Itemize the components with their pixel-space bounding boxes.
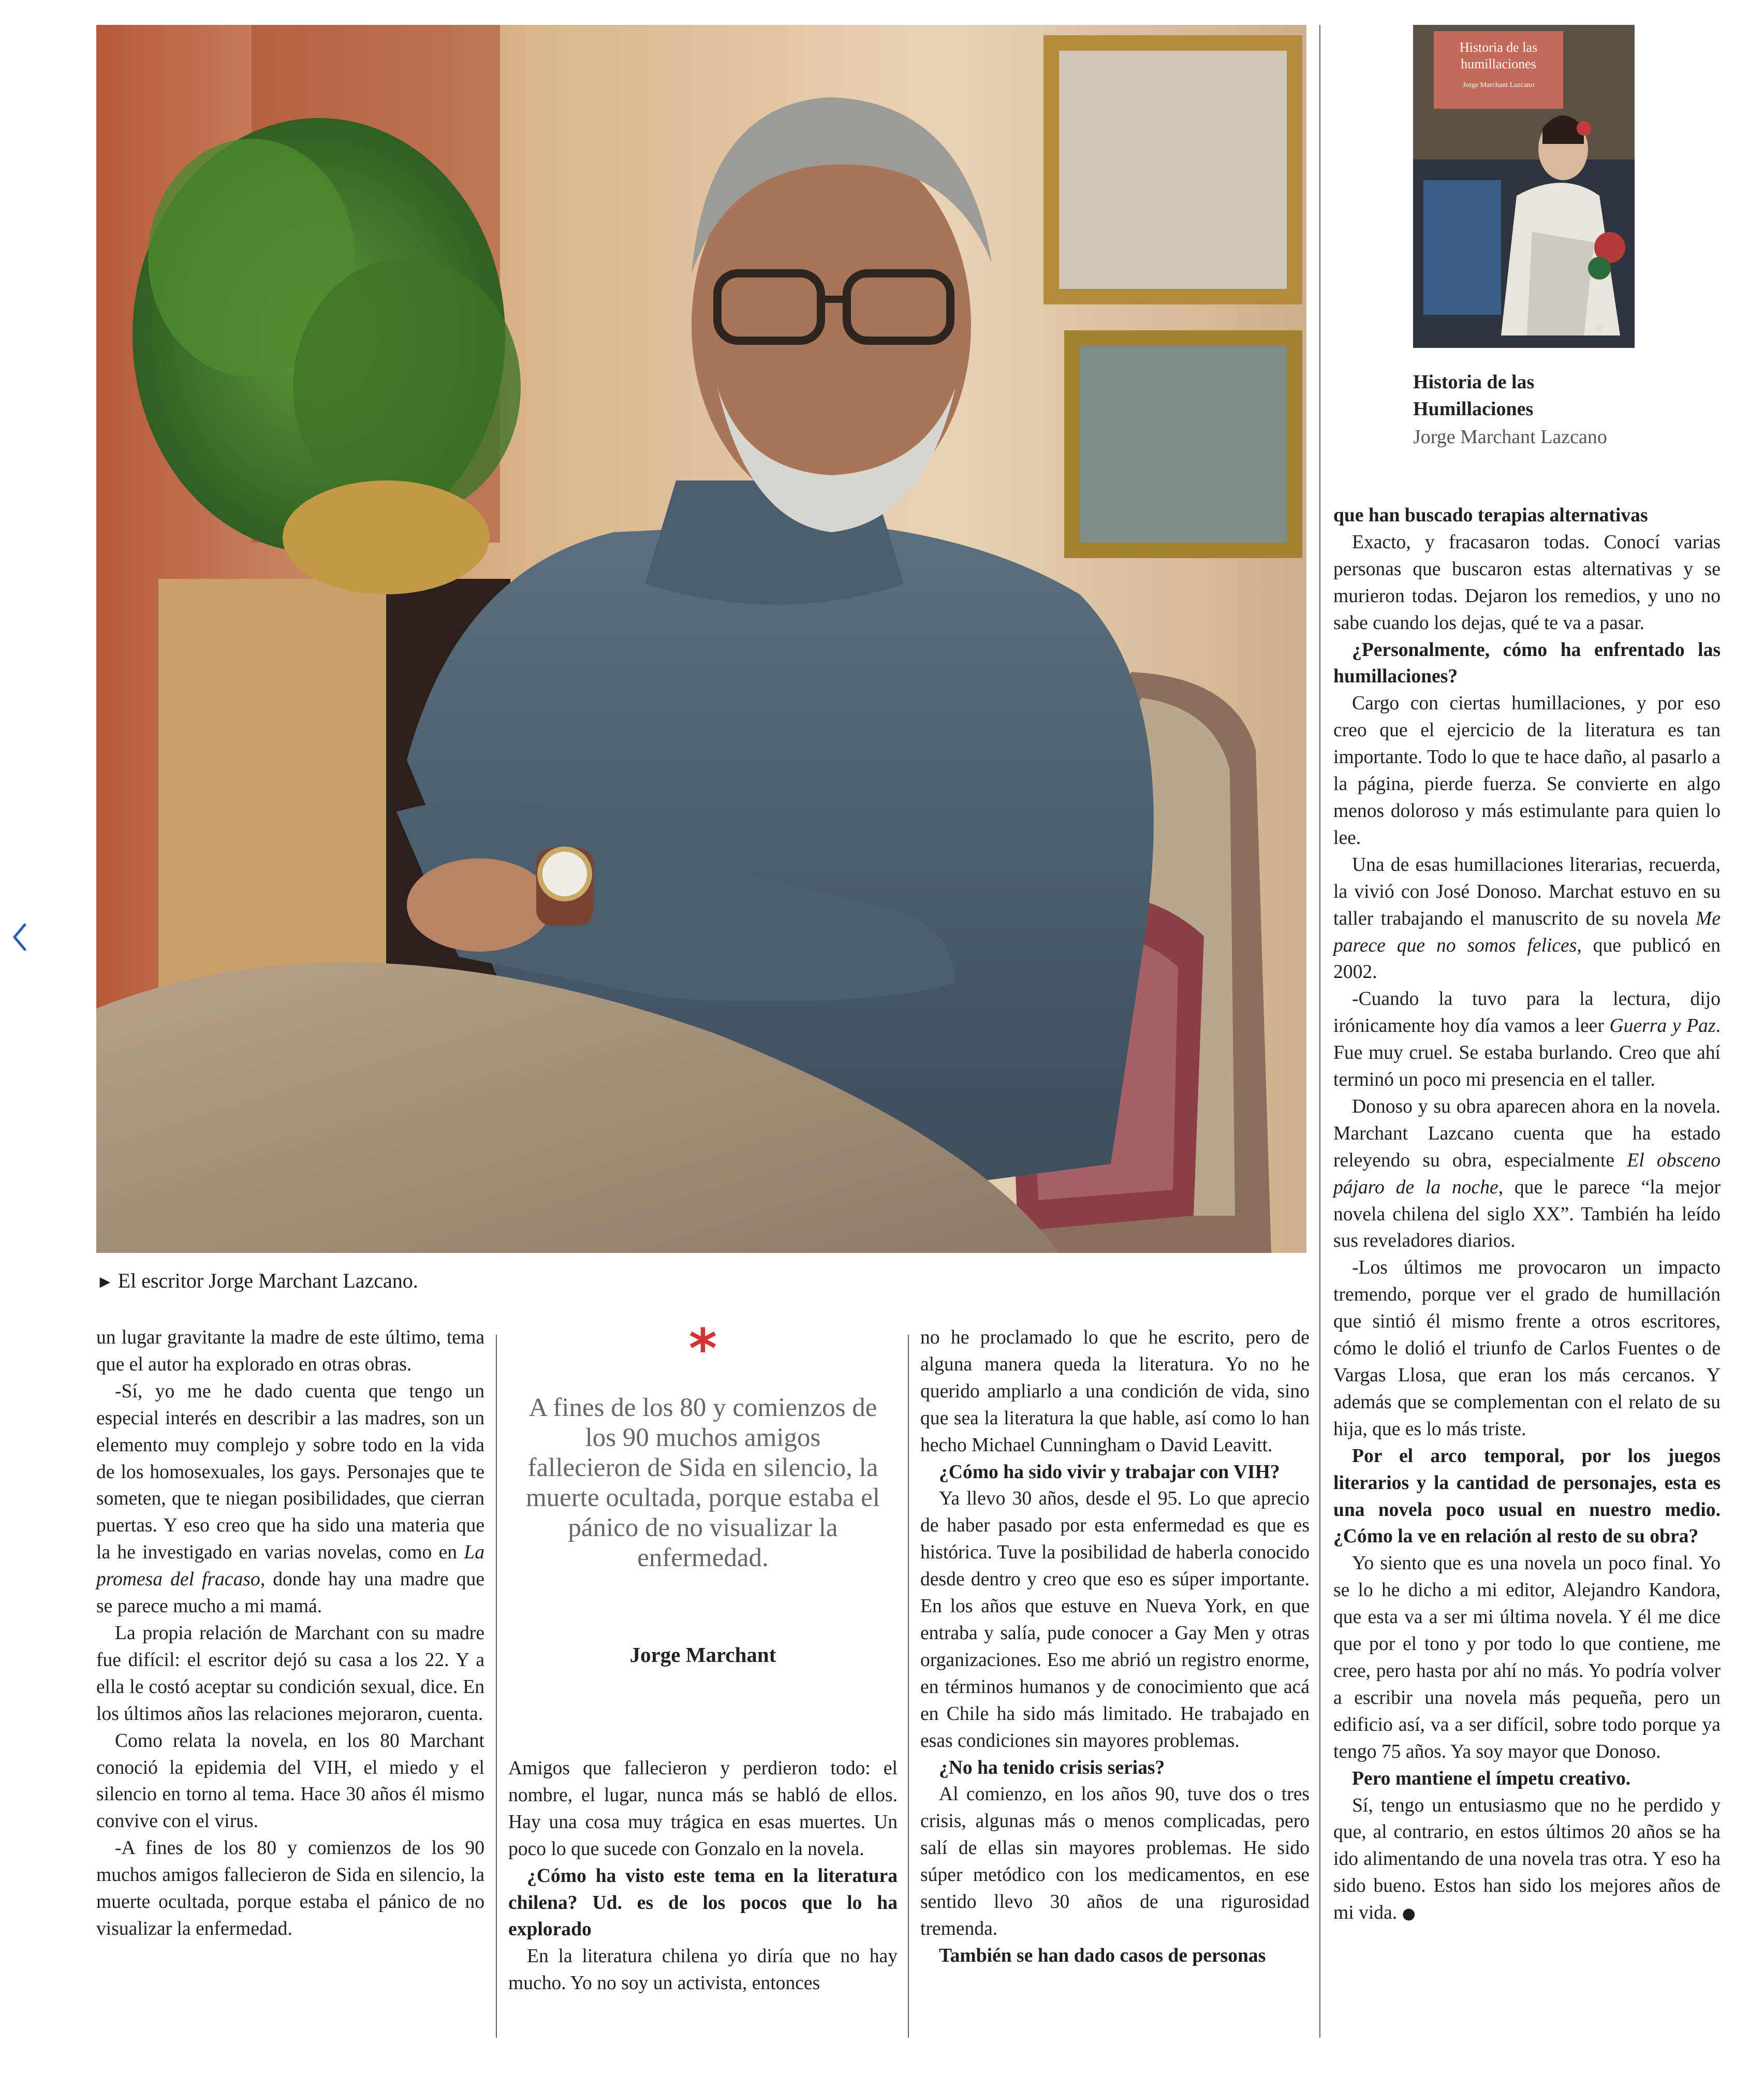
book-title-ref: El obsceno pájaro de la noche: [1333, 1149, 1721, 1198]
previous-page-button[interactable]: [9, 921, 30, 954]
interview-question: También se han dado casos de personas: [939, 1945, 1266, 1966]
book-title-ref: La promesa del fracaso: [96, 1542, 484, 1590]
paragraph: -A fines de los 80 y comienzos de los 90 muchos amigos fallecieron de Sida en silencio, la muerte ocultada, porque estaba el pánico de no visualizar la enfermedad.: [96, 1837, 484, 1939]
author-photo: [96, 25, 1306, 1253]
paragraph: En la literatura chilena yo diría que no hay mucho. Yo no soy un activista, entonces: [508, 1946, 898, 1994]
paragraph: Sí, tengo un entusiasmo que no he perdido y que, al contrario, en estos últimos 20 años se ha ido alimentando de una novela tras otra. Y eso ha sido bueno. Estos han sido los mejores años de mi vida. ●: [1333, 1794, 1721, 1924]
paragraph: Donoso y su obra aparecen ahora en la novela. Marchant Lazcano cuenta que ha estado releyendo su obra, especialmente El obsceno pájaro de la noche, que le parece “la mejor novela chilena del siglo XX”. También ha leído sus reveladores diarios.: [1333, 1096, 1721, 1252]
interview-question: ¿Cómo ha sido vivir y trabajar con VIH?: [939, 1461, 1280, 1483]
publisher-logo: ☆: [1595, 324, 1604, 332]
book-title: Historia de las Humillaciones: [1413, 371, 1535, 420]
photo-caption: [96, 1266, 1302, 1297]
paragraph: Una de esas humillaciones literarias, recuerda, la vivió con José Donoso. Marchat estuvo en su taller trabajando el manuscrito de su novela Me parece que no somos felices, que publicó en 2002.: [1333, 854, 1721, 983]
paragraph: no he proclamado lo que he escrito, pero de alguna manera queda la literatura. Yo no he querido ampliarlo a una condición de vida, sino que sea la literatura la que hable, así como lo han hecho Michael Cunningham o David Leavitt.: [920, 1327, 1310, 1456]
column-divider: [496, 1335, 497, 2038]
paragraph: Yo siento que es una novela un poco final. Yo se lo he dicho a mi editor, Alejandro Kandora, que esta va a ser mi última novela. Y él me dice que por el tono y por todo lo que contiene, me cree, pero hasta por ahí no más. Yo podría volver a escribir una novela más pequeña, pero un edificio así, va a ser difícil, sobre todo porque ya tengo 75 años. Ya soy mayor que Donoso.: [1333, 1553, 1721, 1762]
paragraph: Ya llevo 30 años, desde el 95. Lo que aprecio de haber pasado por esta enfermedad es que es histórica. Tuve la posibilidad de haberla conocido desde dentro y creo que eso es súper importante. En los años que estuve en Nueva York, en que entraba y salía, pude conocer a Gay Men y otras organizaciones. Eso me abrió un registro enorme, en términos humanos y de conocimiento que acá en Chile ha sido más limitado. He trabajado en esas condiciones sin mayores problemas.: [920, 1488, 1310, 1751]
interview-question: ¿Cómo ha visto este tema en la literatura chilena? Ud. es de los pocos que lo ha explorado: [508, 1865, 898, 1940]
column-divider: [908, 1335, 909, 2038]
article-column-4: [1333, 502, 1721, 1928]
cover-title-line: Historia de las: [1459, 40, 1538, 55]
paragraph: Al comienzo, en los años 90, tuve dos o tres crisis, algunas más o menos complicadas, pero salí de ellas sin mayores problemas. He sido súper metódico con los medicamentos, en ese sentido llevo 30 años de una rigurosidad tremenda.: [920, 1784, 1310, 1939]
interview-question: que han buscado terapias alternativas: [1333, 505, 1648, 526]
pull-quote-author: Jorge Marchant: [629, 1643, 776, 1667]
cover-author: Jorge Marchant Lazcano: [1462, 81, 1535, 89]
pull-quote: A fines de los 80 y comienzos de los 90 muchos amigos fallecieron de Sida en silencio, la muerte ocultada, porque estaba el pánico de no visualizar la enfermedad.: [526, 1393, 880, 1572]
book-cover: [1413, 25, 1635, 348]
book-title-ref: Guerra y Paz: [1609, 1015, 1716, 1037]
paragraph: Cargo con ciertas humillaciones, y por eso creo que el ejercicio de la literatura es tan importante. Todo lo que te hace daño, al pasarlo a la página, pierde fuerza. Se convierte en algo menos doloroso y más estimulante para quien lo lee.: [1333, 693, 1721, 849]
end-of-article-icon: ●: [1402, 1905, 1416, 1923]
caption-text: El escritor Jorge Marchant Lazcano.: [117, 1269, 418, 1292]
paragraph: un lugar gravitante la madre de este último, tema que el autor ha explorado en otras obras.: [96, 1327, 484, 1375]
paragraph: Amigos que fallecieron y perdieron todo: el nombre, el lugar, nunca más se habló de ellos. Hay una cosa muy trágica en esas muertes. Un poco lo que sucede con Gonzalo en la novela.: [508, 1758, 898, 1860]
chevron-left-icon: [9, 921, 30, 954]
interview-question: ¿Personalmente, cómo ha enfrentado las humillaciones?: [1333, 639, 1721, 688]
article-column-3: [920, 1324, 1310, 1969]
paragraph: -Cuando la tuvo para la lectura, dijo irónicamente hoy día vamos a leer Guerra y Paz. Fue muy cruel. Se estaba burlando. Creo que ahí terminó un poco mi presencia en el taller.: [1333, 988, 1721, 1091]
caption-marker-icon: ►: [96, 1273, 114, 1292]
paragraph: Como relata la novela, en los 80 Marchant conoció la epidemia del VIH, el miedo y el silencio en torno al tema. Hace 30 años él mismo convive con el virus.: [96, 1730, 484, 1832]
paragraph: -Los últimos me provocaron un impacto tremendo, porque ver el grado de humillación que sintió él mismo frente a otros escritores, cómo le dolió el triunfo de Carlos Fuentes o de Vargas Llosa, que eran los más cercanos. Y además que se complementan con el relato de su hija, que es lo más triste.: [1333, 1257, 1721, 1440]
cover-title-line: humillaciones: [1461, 56, 1536, 71]
interview-question: ¿No ha tenido crisis serias?: [939, 1757, 1165, 1778]
article-column-1: [96, 1324, 484, 1943]
paragraph: -Sí, yo me he dado cuenta que tengo un especial interés en describir a las madres, son un elemento muy complejo y sobre todo en la vida de los homosexuales, los gays. Personajes que te someten, que te niegan posibilidades, que cierran puertas. Y eso creo que ha sido una materia que la he investigado en varias novelas, como en La promesa del fracaso, donde hay una madre que se parece mucho a mi mamá.: [96, 1380, 485, 1617]
asterisk-icon: *: [688, 1317, 717, 1380]
book-title-ref: Me parece que no somos felices: [1333, 908, 1721, 956]
paragraph: Exacto, y fracasaron todas. Conocí varias personas que buscaron estas alternativas y se murieron todas. Dejaron los remedios, y uno no sabe cuando los dejas, qué te va a pasar.: [1333, 531, 1721, 634]
article-column-2: [508, 1755, 898, 1997]
interview-question: Pero mantiene el ímpetu creativo.: [1352, 1768, 1631, 1789]
book-author: Jorge Marchant Lazcano: [1413, 426, 1607, 448]
interview-question: Por el arco temporal, por los juegos literarios y la cantidad de personajes, esta es una novela poco usual en nuestro medio. ¿Cómo la ve en relación al resto de su obra?: [1333, 1445, 1721, 1548]
paragraph: La propia relación de Marchant con su madre fue difícil: el escritor dejó su casa a los 22. Y a ella le costó aceptar su condición sexual, dice. En los últimos años las relaciones mejoraron, cuenta.: [96, 1622, 484, 1725]
column-divider: [1319, 25, 1320, 2038]
